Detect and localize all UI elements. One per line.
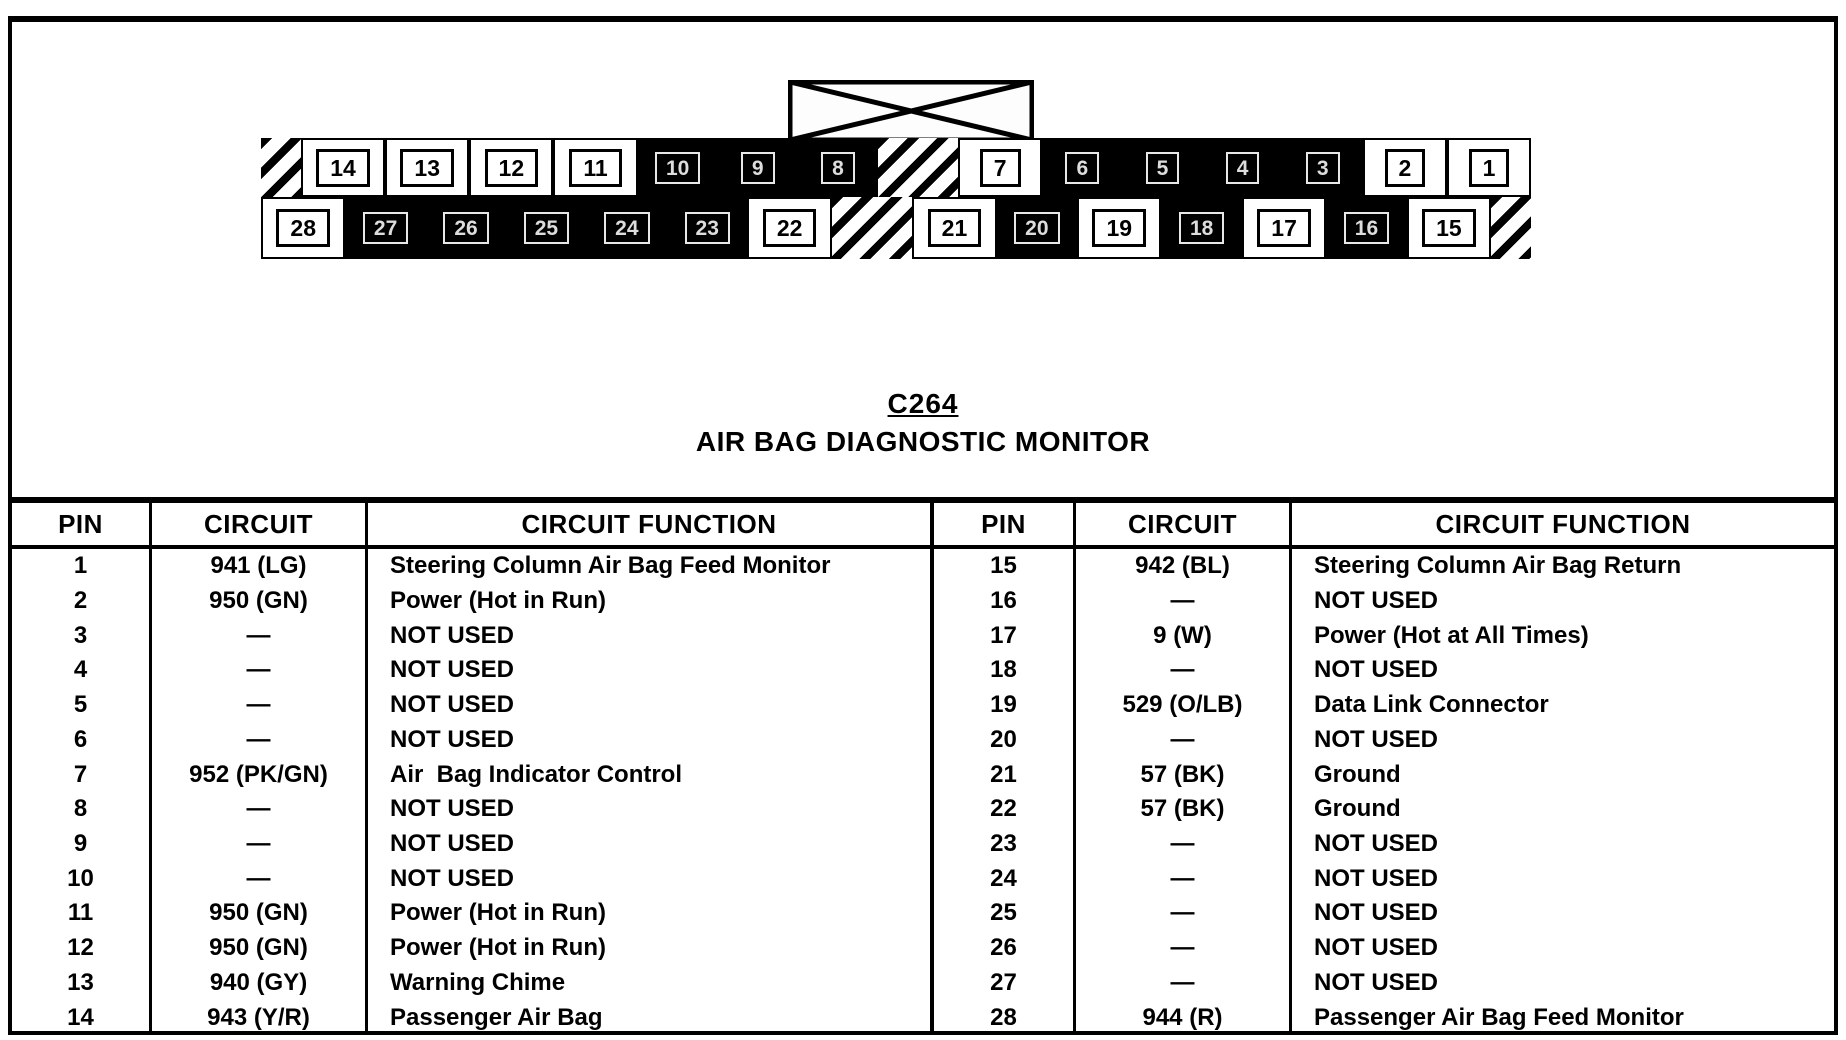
row-pin4-function: NOT USED: [390, 656, 515, 684]
connector-hatched-cell: [1491, 197, 1531, 259]
row-pin10-circuit: —: [152, 861, 368, 896]
row-pin18-function: NOT USED: [1314, 656, 1439, 684]
row-pin24-pin: 24: [934, 861, 1076, 896]
pin-number-box-2: 2: [1385, 149, 1426, 187]
connector-cell-pin-27: [345, 197, 425, 259]
row-pin9-circuit: —: [152, 827, 368, 862]
pin-number-box-22: 22: [763, 209, 817, 247]
pin-number-box-6: 6: [1065, 152, 1099, 184]
row-pin27-pin: 27: [934, 966, 1076, 1001]
row-pin8-circuit: —: [152, 792, 368, 827]
pin-table-right: [930, 503, 1834, 1035]
row-pin18-circuit: —: [1076, 653, 1292, 688]
row-pin17-circuit: 9 (W): [1076, 618, 1292, 653]
row-pin17-function: Power (Hot at All Times): [1314, 621, 1589, 649]
row-pin27-function: NOT USED: [1314, 968, 1439, 996]
row-pin2-circuit: 950 (GN): [152, 584, 368, 619]
row-pin28-pin: 28: [934, 1000, 1076, 1035]
connector-cell-pin-1: [1447, 138, 1531, 197]
row-pin20-function: NOT USED: [1314, 725, 1439, 753]
header-function-right: CIRCUIT FUNCTION: [1292, 503, 1834, 549]
row-pin28-circuit: 944 (R): [1076, 1000, 1292, 1035]
row-pin18-pin: 18: [934, 653, 1076, 688]
connector-cell-pin-4: [1203, 138, 1283, 197]
connector-diagram: [261, 138, 1531, 259]
row-pin15-pin: 15: [934, 549, 1076, 584]
row-pin14-function: Passenger Air Bag: [390, 1003, 603, 1031]
row-pin5-function: NOT USED: [390, 691, 515, 719]
pin-number-box-1: 1: [1469, 149, 1510, 187]
row-pin12-pin: 12: [12, 931, 152, 966]
row-pin1-pin: 1: [12, 549, 152, 584]
connector-cell-pin-26: [426, 197, 506, 259]
pin-table-left: [12, 503, 930, 1035]
connector-hatched-cell: [832, 197, 912, 259]
header-circuit-left: CIRCUIT: [152, 503, 368, 549]
row-pin4-pin: 4: [12, 653, 152, 688]
header-pin-right: PIN: [934, 503, 1076, 549]
pin-number-box-15: 15: [1422, 209, 1476, 247]
connector-cell-pin-19: [1077, 197, 1161, 259]
row-pin5-circuit: —: [152, 688, 368, 723]
row-pin15-circuit: 942 (BL): [1076, 549, 1292, 584]
row-pin10-function: NOT USED: [390, 864, 515, 892]
connector-cell-pin-6: [1042, 138, 1122, 197]
connector-keyway-box: [788, 80, 1034, 142]
row-pin2-function: Power (Hot in Run): [390, 587, 606, 615]
connector-cell-pin-13: [385, 138, 469, 197]
row-pin24-function: NOT USED: [1314, 864, 1439, 892]
row-pin21-pin: 21: [934, 757, 1076, 792]
row-pin20-circuit: —: [1076, 723, 1292, 758]
pin-number-box-25: 25: [524, 212, 569, 244]
row-pin16-circuit: —: [1076, 584, 1292, 619]
row-pin26-pin: 26: [934, 931, 1076, 966]
connector-bottom-row: [261, 197, 1531, 259]
connector-cell-pin-23: [667, 197, 747, 259]
connector-cell-pin-10: [638, 138, 718, 197]
row-pin28-function: Passenger Air Bag Feed Monitor: [1314, 1003, 1684, 1031]
row-pin11-pin: 11: [12, 896, 152, 931]
row-pin6-function: NOT USED: [390, 725, 515, 753]
header-function-left: CIRCUIT FUNCTION: [368, 503, 930, 549]
connector-cell-pin-2: [1363, 138, 1447, 197]
row-pin23-pin: 23: [934, 827, 1076, 862]
crossed-box-icon: [788, 80, 1034, 142]
row-pin25-function: NOT USED: [1314, 899, 1439, 927]
connector-cell-pin-9: [718, 138, 798, 197]
row-pin20-pin: 20: [934, 723, 1076, 758]
pin-number-box-20: 20: [1014, 212, 1059, 244]
row-pin26-function: NOT USED: [1314, 934, 1439, 962]
row-pin11-circuit: 950 (GN): [152, 896, 368, 931]
row-pin4-circuit: —: [152, 653, 368, 688]
connector-cell-pin-7: [958, 138, 1042, 197]
row-pin17-pin: 17: [934, 618, 1076, 653]
connector-top-row: [261, 138, 1531, 197]
row-pin7-pin: 7: [12, 757, 152, 792]
pin-number-box-12: 12: [485, 149, 539, 187]
pin-number-box-21: 21: [928, 209, 982, 247]
connector-cell-pin-5: [1122, 138, 1202, 197]
row-pin14-pin: 14: [12, 1000, 152, 1035]
row-pin7-function: Air Bag Indicator Control: [390, 760, 683, 788]
row-pin8-pin: 8: [12, 792, 152, 827]
header-circuit-right: CIRCUIT: [1076, 503, 1292, 549]
row-pin26-circuit: —: [1076, 931, 1292, 966]
pin-number-box-3: 3: [1306, 152, 1340, 184]
connector-cell-pin-22: [747, 197, 831, 259]
row-pin25-pin: 25: [934, 896, 1076, 931]
pin-number-box-23: 23: [685, 212, 730, 244]
connector-cell-pin-8: [798, 138, 878, 197]
connector-cell-pin-28: [261, 197, 345, 259]
connector-cell-pin-17: [1242, 197, 1326, 259]
row-pin21-circuit: 57 (BK): [1076, 757, 1292, 792]
row-pin27-circuit: —: [1076, 966, 1292, 1001]
row-pin7-circuit: 952 (PK/GN): [152, 757, 368, 792]
pin-number-box-13: 13: [400, 149, 454, 187]
connector-cell-pin-24: [587, 197, 667, 259]
pin-number-box-26: 26: [443, 212, 488, 244]
connector-cell-pin-18: [1161, 197, 1241, 259]
pin-number-box-16: 16: [1344, 212, 1389, 244]
row-pin24-circuit: —: [1076, 861, 1292, 896]
pin-number-box-8: 8: [821, 152, 855, 184]
row-pin22-circuit: 57 (BK): [1076, 792, 1292, 827]
row-pin3-pin: 3: [12, 618, 152, 653]
row-pin19-function: Data Link Connector: [1314, 691, 1549, 719]
pin-number-box-7: 7: [980, 149, 1021, 187]
connector-id: C264: [887, 388, 959, 419]
connector-cell-pin-16: [1326, 197, 1406, 259]
connector-cell-pin-25: [506, 197, 586, 259]
connector-cell-pin-21: [912, 197, 996, 259]
pin-number-box-28: 28: [276, 209, 330, 247]
row-pin19-pin: 19: [934, 688, 1076, 723]
row-pin8-function: NOT USED: [390, 795, 515, 823]
connector-cell-pin-15: [1407, 197, 1491, 259]
row-pin6-pin: 6: [12, 723, 152, 758]
row-pin23-circuit: —: [1076, 827, 1292, 862]
row-pin15-function: Steering Column Air Bag Return: [1314, 552, 1682, 580]
pin-number-box-11: 11: [569, 149, 621, 187]
row-pin16-function: NOT USED: [1314, 587, 1439, 615]
row-pin23-function: NOT USED: [1314, 830, 1439, 858]
row-pin3-circuit: —: [152, 618, 368, 653]
pin-number-box-19: 19: [1092, 209, 1146, 247]
connector-hatched-cell: [261, 138, 301, 197]
pin-number-box-27: 27: [363, 212, 408, 244]
connector-cell-pin-20: [997, 197, 1077, 259]
row-pin9-pin: 9: [12, 827, 152, 862]
row-pin22-pin: 22: [934, 792, 1076, 827]
row-pin25-circuit: —: [1076, 896, 1292, 931]
row-pin16-pin: 16: [934, 584, 1076, 619]
pin-number-box-9: 9: [741, 152, 775, 184]
row-pin11-function: Power (Hot in Run): [390, 899, 606, 927]
connector-name: AIR BAG DIAGNOSTIC MONITOR: [695, 426, 1151, 457]
row-pin10-pin: 10: [12, 861, 152, 896]
pin-number-box-14: 14: [316, 149, 370, 187]
pin-number-box-18: 18: [1179, 212, 1224, 244]
connector-hatched-cell: [878, 138, 958, 197]
pin-number-box-10: 10: [655, 152, 700, 184]
row-pin1-function: Steering Column Air Bag Feed Monitor: [390, 552, 831, 580]
pin-number-box-24: 24: [604, 212, 649, 244]
row-pin13-circuit: 940 (GY): [152, 966, 368, 1001]
row-pin12-circuit: 950 (GN): [152, 931, 368, 966]
pin-number-box-5: 5: [1146, 152, 1180, 184]
row-pin2-pin: 2: [12, 584, 152, 619]
row-pin19-circuit: 529 (O/LB): [1076, 688, 1292, 723]
pin-assignment-tables: [12, 497, 1834, 1035]
header-pin-left: PIN: [12, 503, 152, 549]
connector-cell-pin-3: [1283, 138, 1363, 197]
row-pin9-function: NOT USED: [390, 830, 515, 858]
pin-number-box-4: 4: [1226, 152, 1260, 184]
connector-cell-pin-11: [553, 138, 637, 197]
connector-cell-pin-12: [469, 138, 553, 197]
row-pin21-function: Ground: [1314, 760, 1401, 788]
row-pin13-pin: 13: [12, 966, 152, 1001]
row-pin22-function: Ground: [1314, 795, 1401, 823]
row-pin13-function: Warning Chime: [390, 968, 566, 996]
pin-number-box-17: 17: [1257, 209, 1311, 247]
row-pin6-circuit: —: [152, 723, 368, 758]
row-pin3-function: NOT USED: [390, 621, 515, 649]
row-pin1-circuit: 941 (LG): [152, 549, 368, 584]
row-pin14-circuit: 943 (Y/R): [152, 1000, 368, 1035]
row-pin5-pin: 5: [12, 688, 152, 723]
row-pin12-function: Power (Hot in Run): [390, 934, 606, 962]
connector-cell-pin-14: [301, 138, 385, 197]
connector-title-block: [0, 388, 1846, 458]
